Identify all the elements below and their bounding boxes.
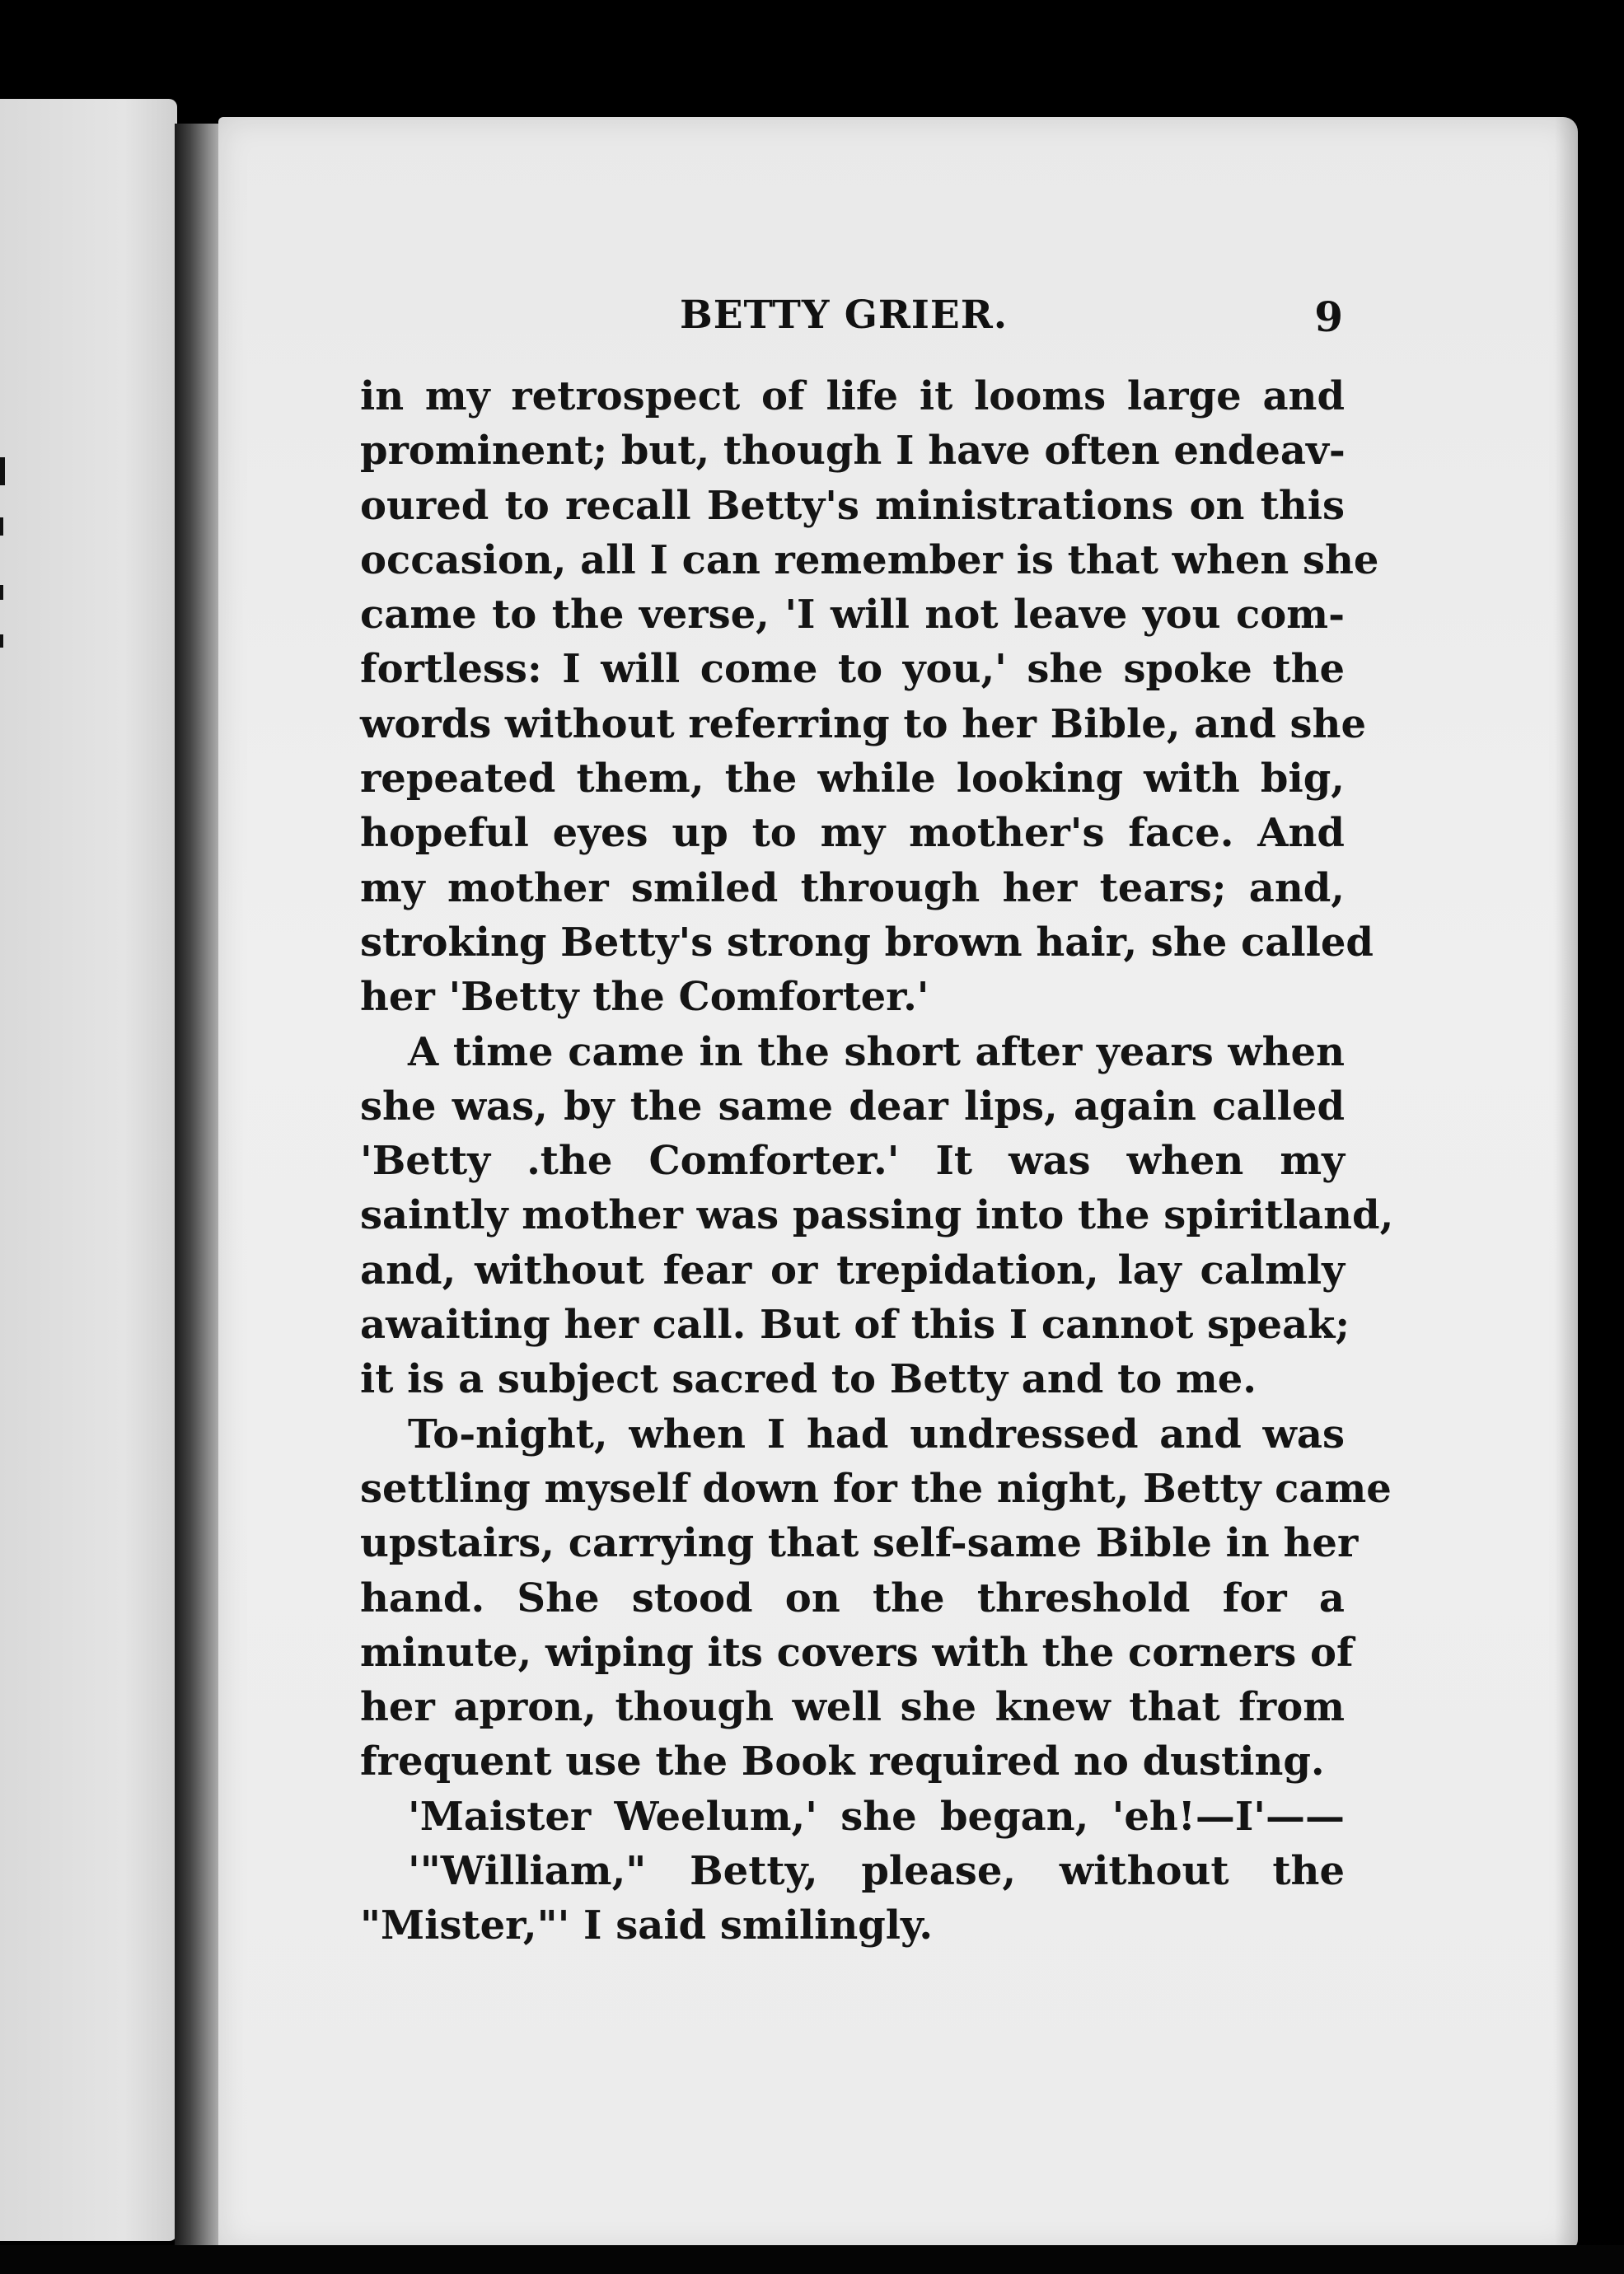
- text-line: A time came in the short after years when: [408, 1028, 1345, 1075]
- text-line: she was, by the same dear lips, again called: [360, 1083, 1345, 1130]
- text-line: hand. She stood on the threshold for a: [360, 1574, 1345, 1621]
- text-line: repeated them, the while looking with big,: [360, 756, 1345, 802]
- text-line: upstairs, carrying that self-same Bible in her: [360, 1520, 1359, 1567]
- page-edge-shadow: [1555, 117, 1578, 2251]
- text-line: saintly mother was passing into the spiritland,: [360, 1192, 1394, 1239]
- text-line: "Mister,"' I said smilingly.: [360, 1902, 934, 1949]
- page-number: 9: [1314, 292, 1343, 341]
- text-line: it is a subject sacred to Betty and to me.: [360, 1356, 1257, 1403]
- text-line: oured to recall Betty's ministrations on this: [360, 482, 1345, 529]
- facing-page-edge: [0, 99, 177, 2241]
- text-line: fortless: I will come to you,' she spoke the: [360, 646, 1345, 693]
- text-line: in my retrospect of life it looms large and: [360, 373, 1345, 419]
- text-line: occasion, all I can remember is that when she: [360, 536, 1379, 583]
- scan-border: [0, 2245, 1624, 2274]
- text-line: 'Maister Weelum,' she began, 'eh!—I'——: [408, 1793, 1345, 1840]
- running-head: BETTY GRIER.: [680, 292, 1009, 338]
- text-line: and, without fear or trepidation, lay calmly: [360, 1247, 1345, 1294]
- text-line: came to the verse, 'I will not leave you com-: [360, 592, 1345, 639]
- text-line: her 'Betty the Comforter.': [360, 974, 929, 1021]
- page-header: [363, 292, 1343, 342]
- text-line: frequent use the Book required no dusting.: [360, 1738, 1325, 1785]
- text-line: prominent; but, though I have often endeav-: [360, 428, 1346, 475]
- text-line: 'Betty .the Comforter.' It was when my: [360, 1138, 1345, 1185]
- text-line: '"William," Betty, please, without the: [408, 1848, 1345, 1895]
- facing-page-text-fragments: [0, 412, 10, 709]
- text-line: settling myself down for the night, Betty came: [360, 1465, 1392, 1512]
- text-line: my mother smiled through her tears; and,: [360, 864, 1345, 911]
- text-line: her apron, though well she knew that from: [360, 1684, 1345, 1731]
- text-line: awaiting her call. But of this I cannot speak;: [360, 1302, 1350, 1349]
- text-line: hopeful eyes up to my mother's face. And: [360, 810, 1345, 857]
- body-text: [360, 369, 1394, 1953]
- text-line: minute, wiping its covers with the corners of: [360, 1629, 1354, 1676]
- text-line: stroking Betty's strong brown hair, she called: [360, 919, 1374, 966]
- text-line: words without referring to her Bible, and she: [360, 700, 1366, 747]
- text-line: To-night, when I had undressed and was: [408, 1411, 1345, 1458]
